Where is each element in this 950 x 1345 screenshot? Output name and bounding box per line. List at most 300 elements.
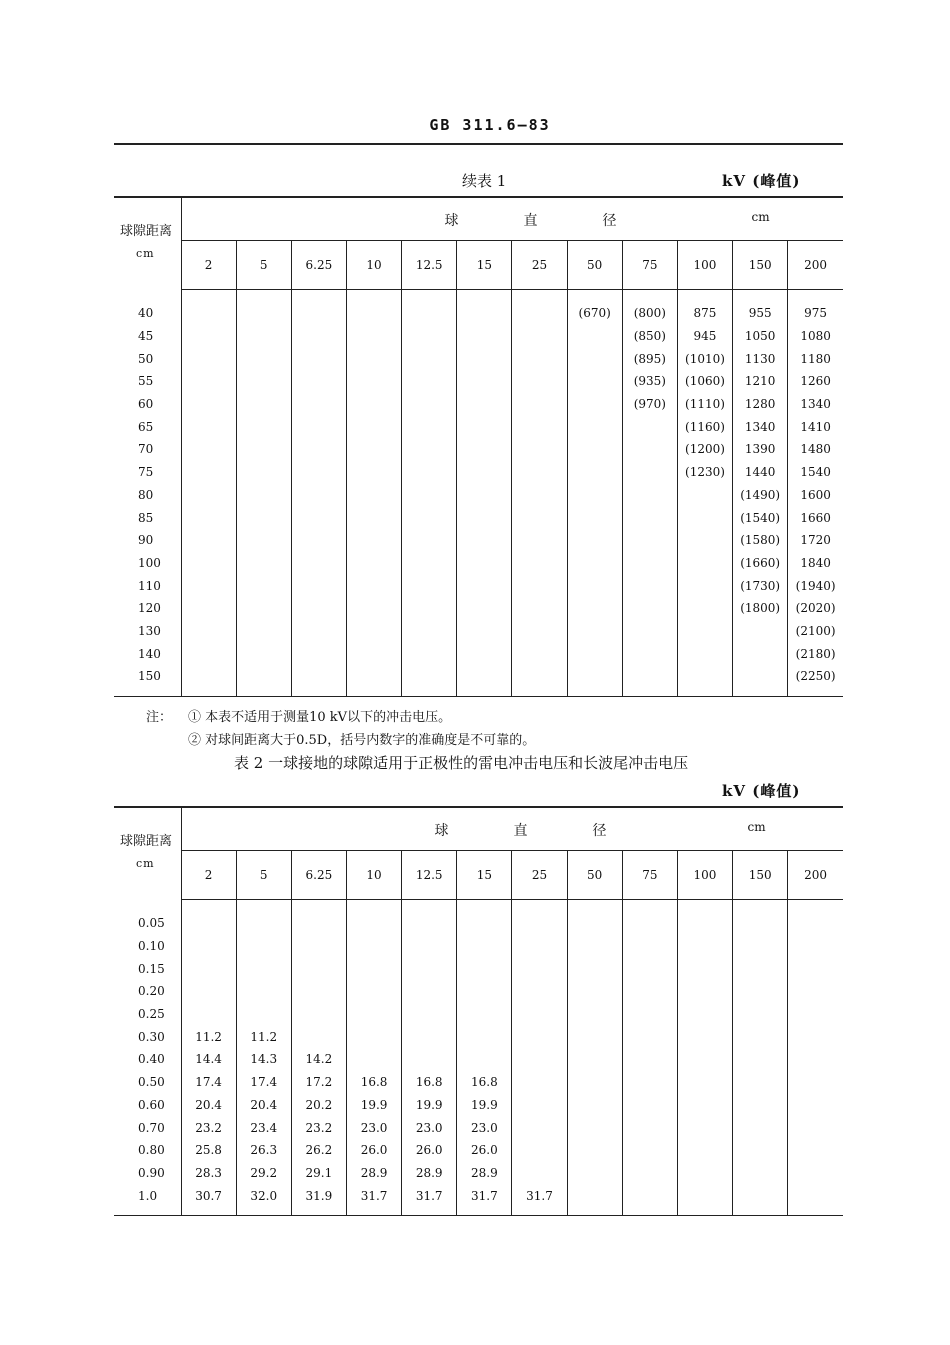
spacer-cell (402, 900, 457, 913)
spacer-cell (622, 900, 677, 913)
voltage-cell (677, 506, 732, 529)
table-row (114, 1071, 843, 1094)
diameter-header: 75 (622, 241, 677, 290)
voltage-cell: 1840 (800, 555, 831, 570)
voltage-cell (236, 506, 291, 529)
voltage-cell (733, 665, 788, 688)
voltage-cell: 14.3 (236, 1048, 291, 1071)
voltage-cell (291, 665, 346, 688)
table-row (114, 1139, 843, 1162)
voltage-cell: 31.7 (512, 1184, 567, 1207)
spacer-cell (677, 290, 732, 303)
voltage-cell: 16.8 (457, 1071, 512, 1094)
spacer-row (114, 290, 843, 303)
voltage-cell: (1540) (733, 506, 788, 529)
voltage-cell (567, 1025, 622, 1048)
voltage-cell: 30.7 (181, 1184, 236, 1207)
gap-distance-cell: 0.40 (114, 1048, 181, 1071)
voltage-cell (291, 438, 346, 461)
voltage-cell: 31.7 (346, 1184, 401, 1207)
voltage-cell (402, 620, 457, 643)
spacer-cell (512, 900, 567, 913)
voltage-cell (788, 1071, 843, 1094)
gap-distance-cell: 85 (114, 506, 181, 529)
spacer-cell (236, 900, 291, 913)
voltage-cell (512, 912, 567, 935)
title-word: 直 (513, 823, 528, 839)
voltage-cell (512, 980, 567, 1003)
table-row (114, 370, 843, 393)
row-header-label: 球隙距离 (120, 224, 173, 239)
voltage-cell (291, 325, 346, 348)
voltage-cell: 28.3 (181, 1162, 236, 1185)
voltage-cell (402, 347, 457, 370)
voltage-cell (733, 642, 788, 665)
voltage-cell: 16.8 (402, 1071, 457, 1094)
voltage-cell (402, 1025, 457, 1048)
row-header (114, 807, 181, 900)
voltage-cell: 31.7 (402, 1184, 457, 1207)
table-row (114, 529, 843, 552)
title-unit: cm (751, 210, 770, 224)
voltage-cell (402, 642, 457, 665)
voltage-cell (402, 597, 457, 620)
voltage-cell (236, 642, 291, 665)
table-row (114, 597, 843, 620)
voltage-cell (677, 642, 732, 665)
spacer-cell (567, 1207, 622, 1216)
gap-distance-cell: 1.0 (114, 1184, 181, 1207)
voltage-cell (677, 620, 732, 643)
voltage-cell (346, 665, 401, 688)
voltage-cell (512, 1025, 567, 1048)
voltage-cell (402, 393, 457, 416)
voltage-cell (236, 438, 291, 461)
voltage-cell (567, 912, 622, 935)
voltage-cell (567, 461, 622, 484)
voltage-cell (457, 506, 512, 529)
voltage-cell (291, 1025, 346, 1048)
voltage-cell (622, 529, 677, 552)
spacer-cell (622, 290, 677, 303)
voltage-cell (677, 665, 732, 688)
voltage-cell: 25.8 (181, 1139, 236, 1162)
spacer-cell (567, 900, 622, 913)
spacer-cell (114, 1207, 181, 1216)
voltage-cell: (970) (622, 393, 677, 416)
voltage-cell: 28.9 (457, 1162, 512, 1185)
voltage-cell (291, 506, 346, 529)
voltage-cell (677, 1003, 732, 1026)
voltage-cell (512, 1048, 567, 1071)
voltage-cell (346, 325, 401, 348)
table-row (114, 1003, 843, 1026)
spacer-cell (733, 290, 788, 303)
voltage-cell: 20.2 (291, 1094, 346, 1117)
voltage-cell (733, 1003, 788, 1026)
spacer-cell (677, 900, 732, 913)
voltage-cell (181, 461, 236, 484)
voltage-cell (512, 438, 567, 461)
diameter-header: 50 (567, 241, 622, 290)
diameter-header: 200 (788, 241, 843, 290)
spacer-cell (622, 688, 677, 697)
gap-distance-cell: 0.15 (114, 957, 181, 980)
voltage-cell: 28.9 (402, 1162, 457, 1185)
gap-distance-cell: 0.25 (114, 1003, 181, 1026)
row-header-unit: cm (136, 247, 155, 260)
voltage-cell (291, 552, 346, 575)
voltage-cell (567, 415, 622, 438)
voltage-cell: (850) (622, 325, 677, 348)
voltage-cell (512, 393, 567, 416)
voltage-cell (567, 1116, 622, 1139)
voltage-cell: (1160) (677, 415, 732, 438)
spacer-cell (181, 1207, 236, 1216)
voltage-cell (512, 302, 567, 325)
voltage-cell (622, 1003, 677, 1026)
spacer-cell (788, 290, 843, 303)
spacer-cell (346, 290, 401, 303)
voltage-cell (733, 957, 788, 980)
voltage-cell (788, 1003, 843, 1026)
spacer-cell (346, 1207, 401, 1216)
voltage-cell (512, 574, 567, 597)
voltage-cell (291, 461, 346, 484)
voltage-cell (181, 506, 236, 529)
voltage-cell (236, 620, 291, 643)
voltage-cell (622, 665, 677, 688)
table-row (114, 620, 843, 643)
voltage-cell: 19.9 (402, 1094, 457, 1117)
notes-prefix: 注： (146, 710, 173, 725)
voltage-cell: (2250) (795, 669, 836, 684)
voltage-cell (402, 506, 457, 529)
voltage-cell (291, 642, 346, 665)
voltage-cell (402, 957, 457, 980)
diameter-header: 6.25 (291, 241, 346, 290)
voltage-cell (677, 574, 732, 597)
voltage-cell (733, 912, 788, 935)
voltage-cell (181, 325, 236, 348)
voltage-cell (457, 957, 512, 980)
gap-distance-cell: 0.60 (114, 1094, 181, 1117)
voltage-cell (788, 1025, 843, 1048)
voltage-cell: 14.4 (181, 1048, 236, 1071)
voltage-cell (622, 597, 677, 620)
spacer-cell (114, 290, 181, 303)
spacer-cell (114, 900, 181, 913)
voltage-cell (567, 552, 622, 575)
voltage-cell (346, 484, 401, 507)
voltage-cell (346, 370, 401, 393)
table-row (114, 1116, 843, 1139)
voltage-cell: (1010) (677, 347, 732, 370)
voltage-cell: (1800) (733, 597, 788, 620)
voltage-cell (181, 370, 236, 393)
voltage-cell (622, 1139, 677, 1162)
voltage-cell (622, 957, 677, 980)
voltage-cell (181, 552, 236, 575)
voltage-cell (567, 438, 622, 461)
voltage-cell: 1540 (800, 465, 831, 480)
voltage-cell (733, 1116, 788, 1139)
voltage-cell (677, 1139, 732, 1162)
voltage-cell (457, 665, 512, 688)
voltage-cell (346, 597, 401, 620)
voltage-cell: 1660 (800, 510, 831, 525)
voltage-cell (402, 529, 457, 552)
gap-distance-cell: 40 (114, 302, 181, 325)
voltage-cell (457, 620, 512, 643)
voltage-cell (346, 438, 401, 461)
voltage-cell: 31.7 (457, 1184, 512, 1207)
voltage-cell (291, 529, 346, 552)
voltage-cell (677, 597, 732, 620)
voltage-cell (402, 461, 457, 484)
voltage-cell: 1080 (800, 329, 831, 344)
diameter-header: 12.5 (402, 851, 457, 900)
diameter-header: 50 (567, 851, 622, 900)
voltage-cell (181, 302, 236, 325)
voltage-cell (622, 1094, 677, 1117)
spacer-cell (788, 688, 843, 697)
voltage-cell (733, 620, 788, 643)
spacer-cell (457, 1207, 512, 1216)
title-word: 球 (444, 213, 459, 229)
voltage-cell (236, 484, 291, 507)
voltage-cell (622, 1184, 677, 1207)
voltage-cell (788, 957, 843, 980)
spacer-cell (788, 900, 843, 913)
voltage-cell (457, 642, 512, 665)
voltage-cell: 16.8 (346, 1071, 401, 1094)
gap-distance-cell: 45 (114, 325, 181, 348)
voltage-cell (677, 980, 732, 1003)
voltage-cell: (1660) (733, 552, 788, 575)
gap-distance-cell: 90 (114, 529, 181, 552)
voltage-cell (236, 347, 291, 370)
table-row (114, 1162, 843, 1185)
voltage-cell (622, 506, 677, 529)
voltage-cell (346, 529, 401, 552)
voltage-cell (402, 552, 457, 575)
voltage-cell (236, 574, 291, 597)
voltage-cell (622, 1071, 677, 1094)
voltage-cell (567, 642, 622, 665)
table-row (114, 325, 843, 348)
spacer-cell (181, 290, 236, 303)
voltage-cell (236, 980, 291, 1003)
voltage-cell (291, 597, 346, 620)
voltage-cell (512, 957, 567, 980)
voltage-cell (512, 1094, 567, 1117)
voltage-cell (512, 506, 567, 529)
voltage-cell: 1720 (800, 533, 831, 548)
spacer-cell (402, 688, 457, 697)
voltage-cell (346, 347, 401, 370)
voltage-cell: 1600 (800, 487, 831, 502)
voltage-cell (567, 957, 622, 980)
voltage-cell (677, 529, 732, 552)
voltage-cell: 23.0 (457, 1116, 512, 1139)
voltage-cell: (800) (622, 302, 677, 325)
voltage-cell (346, 415, 401, 438)
voltage-cell (346, 620, 401, 643)
diameter-header: 15 (457, 241, 512, 290)
voltage-cell (402, 935, 457, 958)
spacer-cell (236, 290, 291, 303)
voltage-cell (788, 1048, 843, 1071)
voltage-cell (402, 912, 457, 935)
voltage-cell (181, 438, 236, 461)
spacer-cell (291, 1207, 346, 1216)
voltage-cell (733, 1025, 788, 1048)
voltage-cell (512, 597, 567, 620)
voltage-cell (346, 302, 401, 325)
table-row (114, 574, 843, 597)
spacer-cell (236, 688, 291, 697)
voltage-cell (291, 620, 346, 643)
table1 (114, 196, 843, 697)
voltage-cell (181, 912, 236, 935)
voltage-cell (457, 370, 512, 393)
spacer-cell (181, 688, 236, 697)
voltage-cell (457, 980, 512, 1003)
voltage-cell (457, 461, 512, 484)
voltage-cell (677, 957, 732, 980)
voltage-cell (567, 370, 622, 393)
voltage-cell (622, 912, 677, 935)
voltage-cell: 1340 (733, 415, 788, 438)
row-header-unit: cm (136, 857, 155, 870)
end-spacer-row (114, 688, 843, 697)
voltage-cell (181, 935, 236, 958)
voltage-cell: 1340 (800, 397, 831, 412)
voltage-cell (181, 484, 236, 507)
voltage-cell (457, 415, 512, 438)
voltage-cell (402, 574, 457, 597)
voltage-cell (346, 642, 401, 665)
voltage-cell (733, 1048, 788, 1071)
spacer-cell (291, 900, 346, 913)
voltage-cell (236, 935, 291, 958)
voltage-cell: 26.0 (457, 1139, 512, 1162)
voltage-cell: 23.0 (402, 1116, 457, 1139)
voltage-cell (622, 461, 677, 484)
table-row (114, 935, 843, 958)
voltage-cell (457, 1048, 512, 1071)
voltage-cell (567, 1071, 622, 1094)
voltage-cell: (895) (622, 347, 677, 370)
diameter-header: 200 (788, 851, 843, 900)
voltage-cell: (670) (567, 302, 622, 325)
voltage-cell (291, 935, 346, 958)
voltage-cell (402, 415, 457, 438)
voltage-cell (567, 347, 622, 370)
spacer-cell (402, 290, 457, 303)
voltage-cell: 1390 (733, 438, 788, 461)
gap-distance-cell: 65 (114, 415, 181, 438)
voltage-cell (567, 935, 622, 958)
voltage-cell (512, 665, 567, 688)
voltage-cell (236, 665, 291, 688)
voltage-cell (402, 325, 457, 348)
gap-distance-cell: 60 (114, 393, 181, 416)
voltage-cell: 1280 (733, 393, 788, 416)
row-header-label: 球隙距离 (120, 834, 173, 849)
voltage-cell (291, 347, 346, 370)
voltage-cell (788, 1116, 843, 1139)
voltage-cell (346, 980, 401, 1003)
table2 (114, 806, 843, 1216)
voltage-cell (567, 1139, 622, 1162)
voltage-cell (567, 1184, 622, 1207)
gap-distance-cell: 70 (114, 438, 181, 461)
spacer-cell (512, 1207, 567, 1216)
voltage-cell (788, 980, 843, 1003)
voltage-cell (236, 529, 291, 552)
voltage-cell (291, 415, 346, 438)
voltage-cell (402, 1048, 457, 1071)
voltage-cell (457, 529, 512, 552)
voltage-cell (622, 642, 677, 665)
voltage-cell (346, 1003, 401, 1026)
voltage-cell: (1060) (677, 370, 732, 393)
voltage-cell (181, 347, 236, 370)
voltage-cell: (935) (622, 370, 677, 393)
voltage-cell: 17.2 (291, 1071, 346, 1094)
document-code: GB 311.6—83 (429, 116, 551, 134)
voltage-cell: (1110) (677, 393, 732, 416)
voltage-cell (677, 1184, 732, 1207)
voltage-cell (181, 957, 236, 980)
voltage-cell (181, 1003, 236, 1026)
voltage-cell (567, 1162, 622, 1185)
voltage-cell (457, 1025, 512, 1048)
voltage-cell (512, 1071, 567, 1094)
diameter-header: 10 (346, 851, 401, 900)
voltage-cell: (1730) (733, 574, 788, 597)
gap-distance-cell: 75 (114, 461, 181, 484)
voltage-cell (346, 506, 401, 529)
voltage-cell: 1180 (800, 351, 831, 366)
gap-distance-cell: 0.50 (114, 1071, 181, 1094)
spacer-cell (457, 900, 512, 913)
voltage-cell: 19.9 (457, 1094, 512, 1117)
gap-distance-cell: 120 (114, 597, 181, 620)
voltage-cell: 29.2 (236, 1162, 291, 1185)
table-row (114, 1025, 843, 1048)
diameter-title (181, 197, 843, 241)
voltage-cell: 32.0 (236, 1184, 291, 1207)
table-row (114, 461, 843, 484)
voltage-cell (567, 393, 622, 416)
gap-distance-cell: 80 (114, 484, 181, 507)
diameter-header: 2 (181, 241, 236, 290)
voltage-cell (457, 597, 512, 620)
voltage-cell (346, 461, 401, 484)
voltage-cell (457, 393, 512, 416)
voltage-cell (512, 325, 567, 348)
voltage-cell: 955 (733, 302, 788, 325)
table1-unit: kV (峰值) (722, 172, 801, 190)
voltage-cell (567, 1048, 622, 1071)
voltage-cell (677, 1162, 732, 1185)
voltage-cell: 26.2 (291, 1139, 346, 1162)
voltage-cell (346, 393, 401, 416)
voltage-cell (181, 415, 236, 438)
